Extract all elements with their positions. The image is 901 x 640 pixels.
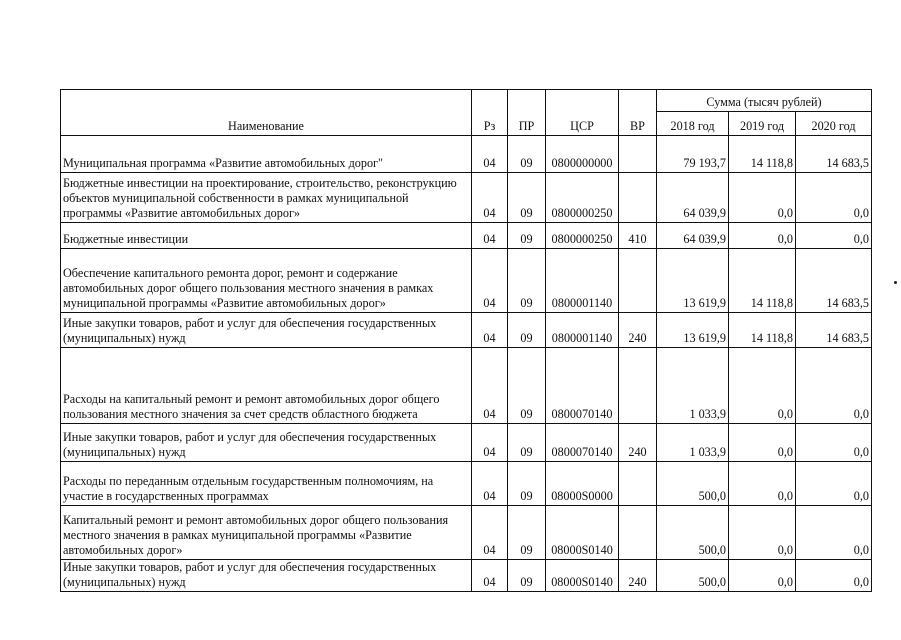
row-csr: 08000S0000 (546, 462, 619, 506)
header-sum-group: Сумма (тысяч рублей) (657, 90, 872, 112)
row-vr: 240 (619, 313, 657, 348)
table-row (61, 249, 872, 313)
row-amount-2018: 79 193,7 (657, 136, 729, 173)
row-amount-2020: 0,0 (796, 424, 872, 462)
row-rz: 04 (472, 424, 508, 462)
row-rz: 04 (472, 348, 508, 424)
row-amount-2020: 14 683,5 (796, 136, 872, 173)
row-csr: 0800001140 (546, 249, 619, 313)
row-name: Капитальный ремонт и ремонт автомобильных дорог общего пользования местного значения в рамках муниципальной программы «Развитие автомобильных дорог» (61, 506, 472, 560)
row-pr: 09 (508, 462, 546, 506)
row-pr: 09 (508, 348, 546, 424)
header-year-2020: 2020 год (796, 112, 872, 136)
row-amount-2020: 14 683,5 (796, 313, 872, 348)
row-amount-2018: 500,0 (657, 462, 729, 506)
row-name: Бюджетные инвестиции (61, 223, 472, 249)
scan-mark (894, 281, 897, 284)
row-name: Обеспечение капитального ремонта дорог, ремонт и содержание автомобильных дорог общего пользования местного значения в рамках муниципальной программы «Развитие автомобильных дорог» (61, 249, 472, 313)
table-row (61, 136, 872, 173)
row-csr: 0800000000 (546, 136, 619, 173)
row-amount-2018: 64 039,9 (657, 223, 729, 249)
row-amount-2020: 0,0 (796, 173, 872, 223)
row-amount-2019: 0,0 (729, 506, 796, 560)
header-pr: ПР (508, 90, 546, 136)
row-vr (619, 249, 657, 313)
row-amount-2019: 0,0 (729, 424, 796, 462)
row-pr: 09 (508, 313, 546, 348)
header-rz: Рз (472, 90, 508, 136)
row-csr: 08000S0140 (546, 560, 619, 592)
row-amount-2018: 1 033,9 (657, 348, 729, 424)
header-year-2018: 2018 год (657, 112, 729, 136)
row-amount-2019: 0,0 (729, 462, 796, 506)
row-amount-2019: 0,0 (729, 173, 796, 223)
table-row (61, 348, 872, 424)
header-name: Наименование (61, 90, 472, 136)
row-name: Иные закупки товаров, работ и услуг для обеспечения государственных (муниципальных) нужд (61, 313, 472, 348)
row-csr: 0800000250 (546, 173, 619, 223)
row-pr: 09 (508, 223, 546, 249)
row-vr (619, 173, 657, 223)
row-amount-2019: 14 118,8 (729, 136, 796, 173)
row-amount-2019: 0,0 (729, 560, 796, 592)
row-rz: 04 (472, 173, 508, 223)
row-amount-2018: 13 619,9 (657, 313, 729, 348)
row-csr: 08000S0140 (546, 506, 619, 560)
row-rz: 04 (472, 313, 508, 348)
row-amount-2019: 14 118,8 (729, 313, 796, 348)
row-pr: 09 (508, 560, 546, 592)
row-pr: 09 (508, 506, 546, 560)
row-amount-2018: 64 039,9 (657, 173, 729, 223)
row-rz: 04 (472, 223, 508, 249)
row-amount-2020: 0,0 (796, 348, 872, 424)
row-name: Иные закупки товаров, работ и услуг для обеспечения государственных (муниципальных) нужд (61, 560, 472, 592)
row-name: Иные закупки товаров, работ и услуг для обеспечения государственных (муниципальных) нужд (61, 424, 472, 462)
row-vr: 240 (619, 560, 657, 592)
row-name: Бюджетные инвестиции на проектирование, строительство, реконструкцию объектов муниципальной собственности в рамках муниципальной программы «Развитие автомобильных дорог» (61, 173, 472, 223)
row-csr: 0800000250 (546, 223, 619, 249)
row-amount-2019: 14 118,8 (729, 249, 796, 313)
row-amount-2020: 0,0 (796, 506, 872, 560)
row-csr: 0800001140 (546, 313, 619, 348)
row-vr (619, 462, 657, 506)
table-row (61, 313, 872, 348)
row-amount-2018: 13 619,9 (657, 249, 729, 313)
row-rz: 04 (472, 560, 508, 592)
table-row (61, 462, 872, 506)
row-amount-2018: 500,0 (657, 506, 729, 560)
row-amount-2020: 0,0 (796, 560, 872, 592)
row-rz: 04 (472, 136, 508, 173)
table-row (61, 506, 872, 560)
row-csr: 0800070140 (546, 348, 619, 424)
row-rz: 04 (472, 249, 508, 313)
row-amount-2019: 0,0 (729, 348, 796, 424)
row-vr: 410 (619, 223, 657, 249)
row-vr: 240 (619, 424, 657, 462)
row-csr: 0800070140 (546, 424, 619, 462)
header-csr: ЦСР (546, 90, 619, 136)
row-name: Муниципальная программа «Развитие автомобильных дорог" (61, 136, 472, 173)
row-vr (619, 506, 657, 560)
table-row (61, 424, 872, 462)
row-amount-2020: 14 683,5 (796, 249, 872, 313)
row-amount-2020: 0,0 (796, 223, 872, 249)
row-pr: 09 (508, 136, 546, 173)
row-amount-2019: 0,0 (729, 223, 796, 249)
table-row (61, 173, 872, 223)
header-vr: ВР (619, 90, 657, 136)
row-pr: 09 (508, 424, 546, 462)
budget-table (60, 89, 872, 592)
table-row (61, 223, 872, 249)
row-vr (619, 348, 657, 424)
row-amount-2018: 500,0 (657, 560, 729, 592)
row-name: Расходы по переданным отдельным государственным полномочиям, на участие в государственных программах (61, 462, 472, 506)
row-amount-2018: 1 033,9 (657, 424, 729, 462)
row-pr: 09 (508, 173, 546, 223)
row-vr (619, 136, 657, 173)
row-rz: 04 (472, 462, 508, 506)
row-rz: 04 (472, 506, 508, 560)
row-amount-2020: 0,0 (796, 462, 872, 506)
table-row (61, 560, 872, 592)
row-name: Расходы на капитальный ремонт и ремонт автомобильных дорог общего пользования местного значения за счет средств областного бюджета (61, 348, 472, 424)
header-year-2019: 2019 год (729, 112, 796, 136)
row-pr: 09 (508, 249, 546, 313)
